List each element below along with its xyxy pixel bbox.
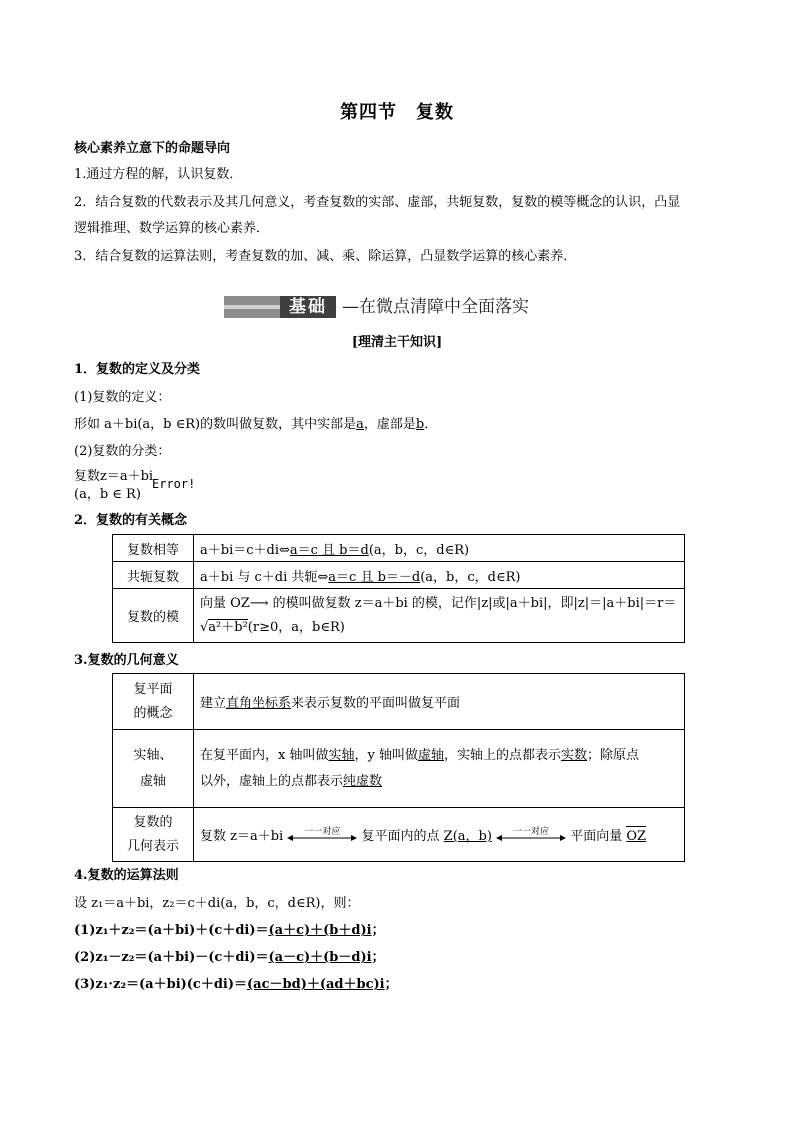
concepts-table <box>112 534 685 643</box>
page-title: 第四节 复数 <box>340 102 454 123</box>
guide-heading: 核心素养立意下的命题导向 <box>74 141 231 156</box>
point-z: Z(a，b) <box>443 829 492 844</box>
concept-desc: a＋bi＝c＋di⇔a＝c 且 b＝d(a，b，c，d∈R) <box>194 535 685 562</box>
geo-name: 实轴、 虚轴 <box>113 730 194 808</box>
geo-desc: 建立直角坐标系来表示复数的平面叫做复平面 <box>194 674 685 730</box>
geo-name: 复数的 几何表示 <box>113 808 194 862</box>
op-mul: (3)z₁·z₂＝(a＋bi)(c＋di)＝(ac－bd)＋(ad＋bc)i； <box>74 977 398 992</box>
geo-desc: 在复平面内，x 轴叫做实轴，y 轴叫做虚轴，实轴上的点都表示实数；除原点 以外，虚轴上的点都表示纯虚数 <box>194 730 685 808</box>
concept-desc: a＋bi 与 c＋di 共轭⇔a＝c 且 b＝－d(a，b，c，d∈R) <box>194 562 685 589</box>
geo-desc: 复数 z＝a＋bi 一一对应 复平面内的点 Z(a，b) 一一对应 平面向量 OZ <box>194 808 685 862</box>
op-sub: (2)z₁－z₂＝(a＋bi)－(c＋di)＝(a－c)＋(b－d)i； <box>74 950 385 965</box>
s1-heading: 1．复数的定义及分类 <box>74 362 201 377</box>
real-part: a <box>356 417 364 432</box>
sqrt-symbol: √ <box>200 619 209 635</box>
concept-name: 共轭复数 <box>113 562 194 589</box>
s1-def-label: (1)复数的定义： <box>74 390 171 405</box>
op-add: (1)z₁＋z₂＝(a＋bi)＋(c＋di)＝(a＋c)＋(b＋d)i； <box>74 923 385 938</box>
concept-name: 复数相等 <box>113 535 194 562</box>
banner-label: 基础 <box>280 296 336 318</box>
guide-line-3: 逻辑推理、数学运算的核心素养． <box>74 221 270 236</box>
radicand: a²＋b² <box>208 619 248 635</box>
s1-class-z: 复数z＝a＋bi <box>74 469 154 484</box>
s1-def-text: 形如 a＋bi(a，b ∈R)的数叫做复数，其中实部是a，虚部是b． <box>74 417 438 432</box>
knowledge-heading: [理清主干知识] <box>351 335 443 350</box>
guide-line-1: 1.通过方程的解，认识复数． <box>74 167 243 182</box>
s3-heading: 3.复数的几何意义 <box>74 653 179 668</box>
double-arrow-icon: 一一对应 <box>496 830 566 844</box>
geo-name: 复平面 的概念 <box>113 674 194 730</box>
concept-name: 复数的模 <box>113 589 194 643</box>
error-text: Error! <box>152 477 196 491</box>
geometry-table <box>112 673 685 862</box>
section-banner <box>224 294 564 322</box>
s4-heading: 4.复数的运算法则 <box>74 868 179 883</box>
s1-class-label: (2)复数的分类： <box>74 444 171 459</box>
s1-class-cond: (a，b ∈ R) <box>74 487 141 502</box>
banner-subtitle: —在微点清障中全面落实 <box>342 297 529 317</box>
guide-line-4: 3．结合复数的运算法则，考查复数的加、减、乘、除运算，凸显数学运算的核心素养． <box>74 249 577 264</box>
imag-part: b <box>415 417 425 432</box>
concept-desc: 向量 OZ⟶ 的模叫做复数 z＝a＋bi 的模，记作|z|或|a＋bi|，即|z|＝|a＋bi|＝r＝ √a²＋b²(r≥0，a，b∈R) <box>194 589 685 643</box>
vector-oz: OZ <box>626 829 647 844</box>
double-arrow-icon: 一一对应 <box>287 830 357 844</box>
s4-given: 设 z₁＝a＋bi，z₂＝c＋di(a，b，c，d∈R)，则： <box>74 896 360 911</box>
banner-decor <box>224 296 280 318</box>
guide-line-2: 2．结合复数的代数表示及其几何意义，考查复数的实部、虚部，共轭复数，复数的模等概念的认识，凸显 <box>74 195 681 210</box>
s2-heading: 2．复数的有关概念 <box>74 513 188 528</box>
